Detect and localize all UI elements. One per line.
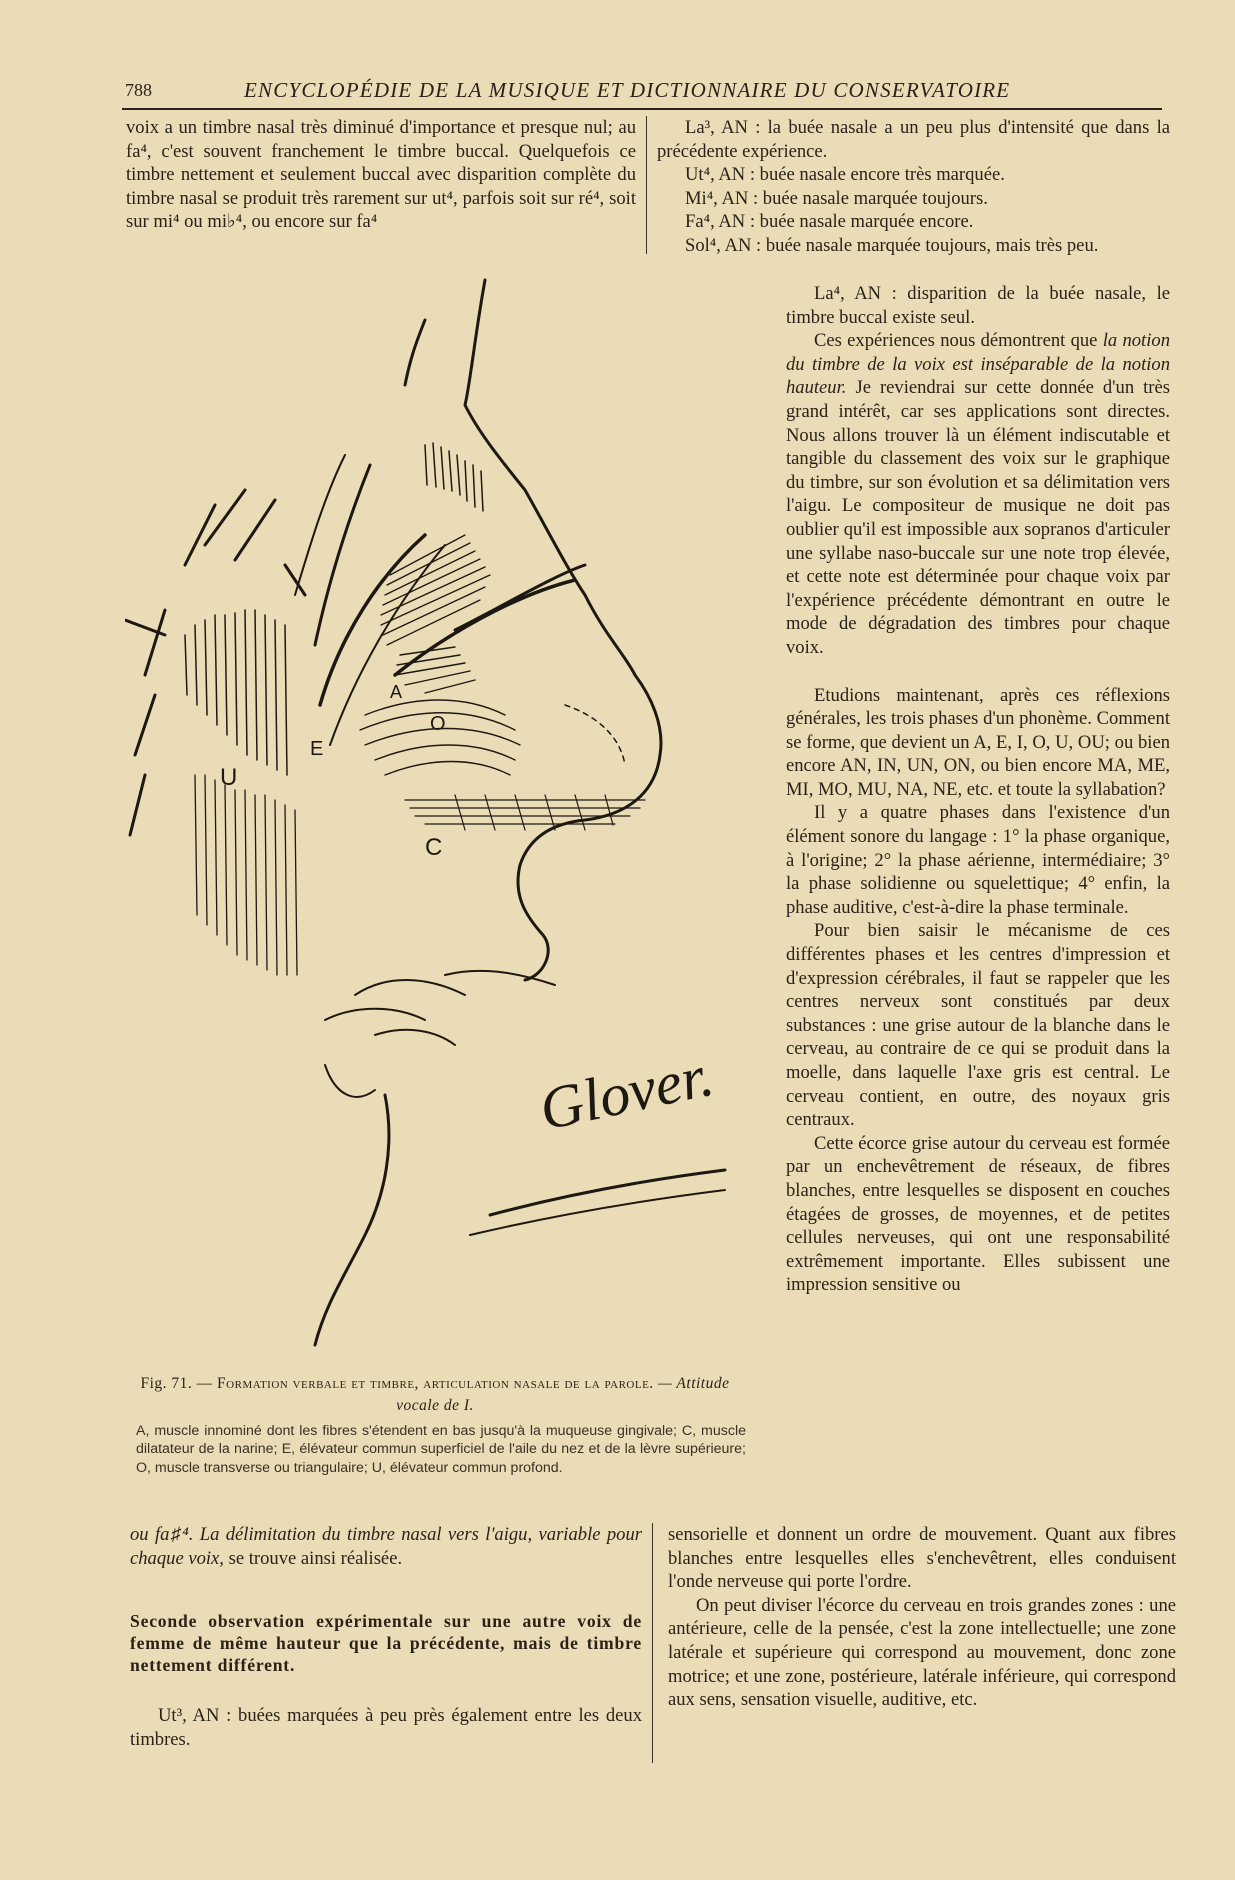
- label-o: O: [430, 713, 446, 735]
- figure-71: [125, 275, 745, 1355]
- anatomical-drawing: [125, 275, 745, 1355]
- right-experiment-list: [657, 116, 1170, 234]
- left-column-bottom: [130, 1523, 642, 1751]
- paragraph-four-phases: Il y a quatre phases dans l'existence d'un élément sonore du langage : 1° la phase organique, à l'origine; 2° la phase aérienne, intermédiaire; 3° la phase solidienne ou squelettique; 4° enfin, la phase auditive, c'est-à-dire la phase terminale.: [786, 802, 1170, 918]
- figure-title: — Formation verbale et timbre, articulation nasale de la parole.: [196, 1375, 654, 1392]
- label-a: A: [390, 682, 403, 702]
- figure-title-italic: — Attitude vocale de I.: [396, 1375, 730, 1414]
- exp-la4: La⁴, AN : disparition de la buée nasale, le timbre buccal existe seul.: [786, 283, 1170, 328]
- column-divider-bottom: [652, 1523, 653, 1763]
- left-bottom-ut3: Ut³, AN : buées marquées à peu près également entre les deux timbres.: [130, 1705, 642, 1750]
- p1-italic: la notion du timbre de la voix est inséparable de la notion hauteur.: [786, 330, 1170, 399]
- page-number: 788: [125, 80, 152, 100]
- exp-fa4: Fa⁴, AN : buée nasale marquée encore.: [685, 211, 974, 233]
- paragraph-sensorielle: sensorielle et donnent un ordre de mouvement. Quant aux fibres blanches entre lesquelles elles s'enchevêtrent, elles conduisent l'onde nerveuse qui porte l'ordre.: [668, 1524, 1176, 1593]
- left-column-top: [126, 116, 636, 234]
- exp-ut4: Ut⁴, AN : buée nasale encore très marquée.: [685, 164, 1005, 186]
- p1-lead: Ces expériences nous démontrent que: [814, 330, 1103, 352]
- right-narrow-column: [786, 282, 1170, 1297]
- section-heading: Seconde observation expérimentale sur une autre voix de femme de même hauteur que la précédente, mais de timbre nettement différent.: [130, 1611, 642, 1676]
- label-e: E: [310, 738, 324, 760]
- artist-signature: Glover.: [533, 1041, 719, 1143]
- paragraph-phases-intro: Etudions maintenant, après ces réflexions générales, les trois phases d'un phonème. Comment se forme, que devient un A, E, I, O, U, OU; ou bien encore AN, IN, UN, ON, ou bien encore MA, ME, MI, MO, MU, NA, NE, etc. et toute la syllabation?: [786, 684, 1170, 800]
- header-rule: [122, 108, 1162, 110]
- exp-sol4-block: [657, 234, 1170, 258]
- exp-la3: La³, AN : la buée nasale a un peu plus d'intensité que dans la précédente expérience.: [657, 117, 1170, 162]
- paragraph-centres: Pour bien saisir le mécanisme de ces différentes phases et les centres d'impression et d'expression cérébrales, il faut se rappeler que les centres nerveux sont constitués par deux substances : une grise autour de la blanche dans le cerveau, au contraire de ce qui se produit dans la moelle, dans laquelle l'axe gris est central. Le cerveau contient, en outre, des noyaux gris centraux.: [786, 920, 1170, 1131]
- left-bottom-paragraph: [130, 1523, 642, 1570]
- paragraph-notion: [786, 329, 1170, 659]
- paragraph-zones: On peut diviser l'écorce du cerveau en trois grandes zones : une antérieure, celle de la pensée, c'est la zone intellectuelle; une zone latérale et supérieure qui correspond au mouvement, donc zone motrice; et une zone, postérieure, latérale inférieure, qui correspond aux sens, sensation visuelle, auditive, etc.: [668, 1594, 1176, 1711]
- figure-legend: A, muscle innominé dont les fibres s'étendent en bas jusqu'à la muqueuse gingivale; C, muscle dilatateur de la narine; E, élévateur commun superficiel de l'aile du nez et de la lèvre supérieure; O, muscle transverse ou triangulaire; U, élévateur commun profond.: [136, 1423, 746, 1476]
- p1-rest: Je reviendrai sur cette donnée d'un très grand intérêt, car ses applications sont directes. Nous allons trouver là un élément indiscutable et tangible du classement des voix sur le graphique du timbre, sur son évolution et sa délimitation vers l'aigu. Le compositeur de musique ne doit pas oublier qu'il est impossible aux sopranos d'articuler une syllabe naso-buccale sur une note trop élevée, et cette note est déterminée pour chaque voix par l'expérience précédente démontrant en outre le mode de dégradation des timbres pour chaque voix.: [786, 377, 1170, 658]
- exp-mi4: Mi⁴, AN : buée nasale marquée toujours.: [685, 187, 988, 209]
- figure-caption-title: [125, 1373, 745, 1417]
- left-top-paragraph: voix a un timbre nasal très diminué d'importance et presque nul; au fa⁴, c'est souvent franchement le timbre buccal. Quelquefois ce timbre nettement et seulement buccal avec disparition complète du timbre nasal se produit très rarement sur ut⁴, parfois soit sur ré⁴, soit sur mi⁴ ou mi♭⁴, ou encore sur fa⁴: [126, 117, 636, 233]
- left-bottom-italic: ou fa♯⁴. La délimitation du timbre nasal vers l'aigu, variable pour chaque voix,: [130, 1524, 642, 1569]
- label-u: U: [220, 764, 238, 791]
- label-c: C: [425, 834, 443, 861]
- exp-sol4: Sol⁴, AN : buée nasale marquée toujours, mais très peu.: [685, 235, 1099, 256]
- left-bottom-rest: se trouve ainsi réalisée.: [223, 1547, 403, 1569]
- figure-number: Fig. 71.: [140, 1375, 193, 1392]
- paragraph-ecorce: Cette écorce grise autour du cerveau est formée par un enchevêtrement de réseaux, de fibres blanches, entre lesquelles se disposent en couches étagées de grosses, de moyennes, et de petites cellules nerveuses, qui ont une responsabilité extrêmement importante. Elles subissent une impression sensitive ou: [786, 1132, 1170, 1296]
- page-header: [122, 78, 1162, 108]
- right-column-bottom: [668, 1523, 1176, 1712]
- column-divider-top: [646, 116, 647, 254]
- running-title: ENCYCLOPÉDIE DE LA MUSIQUE ET DICTIONNAIRE DU CONSERVATOIRE: [244, 78, 1011, 102]
